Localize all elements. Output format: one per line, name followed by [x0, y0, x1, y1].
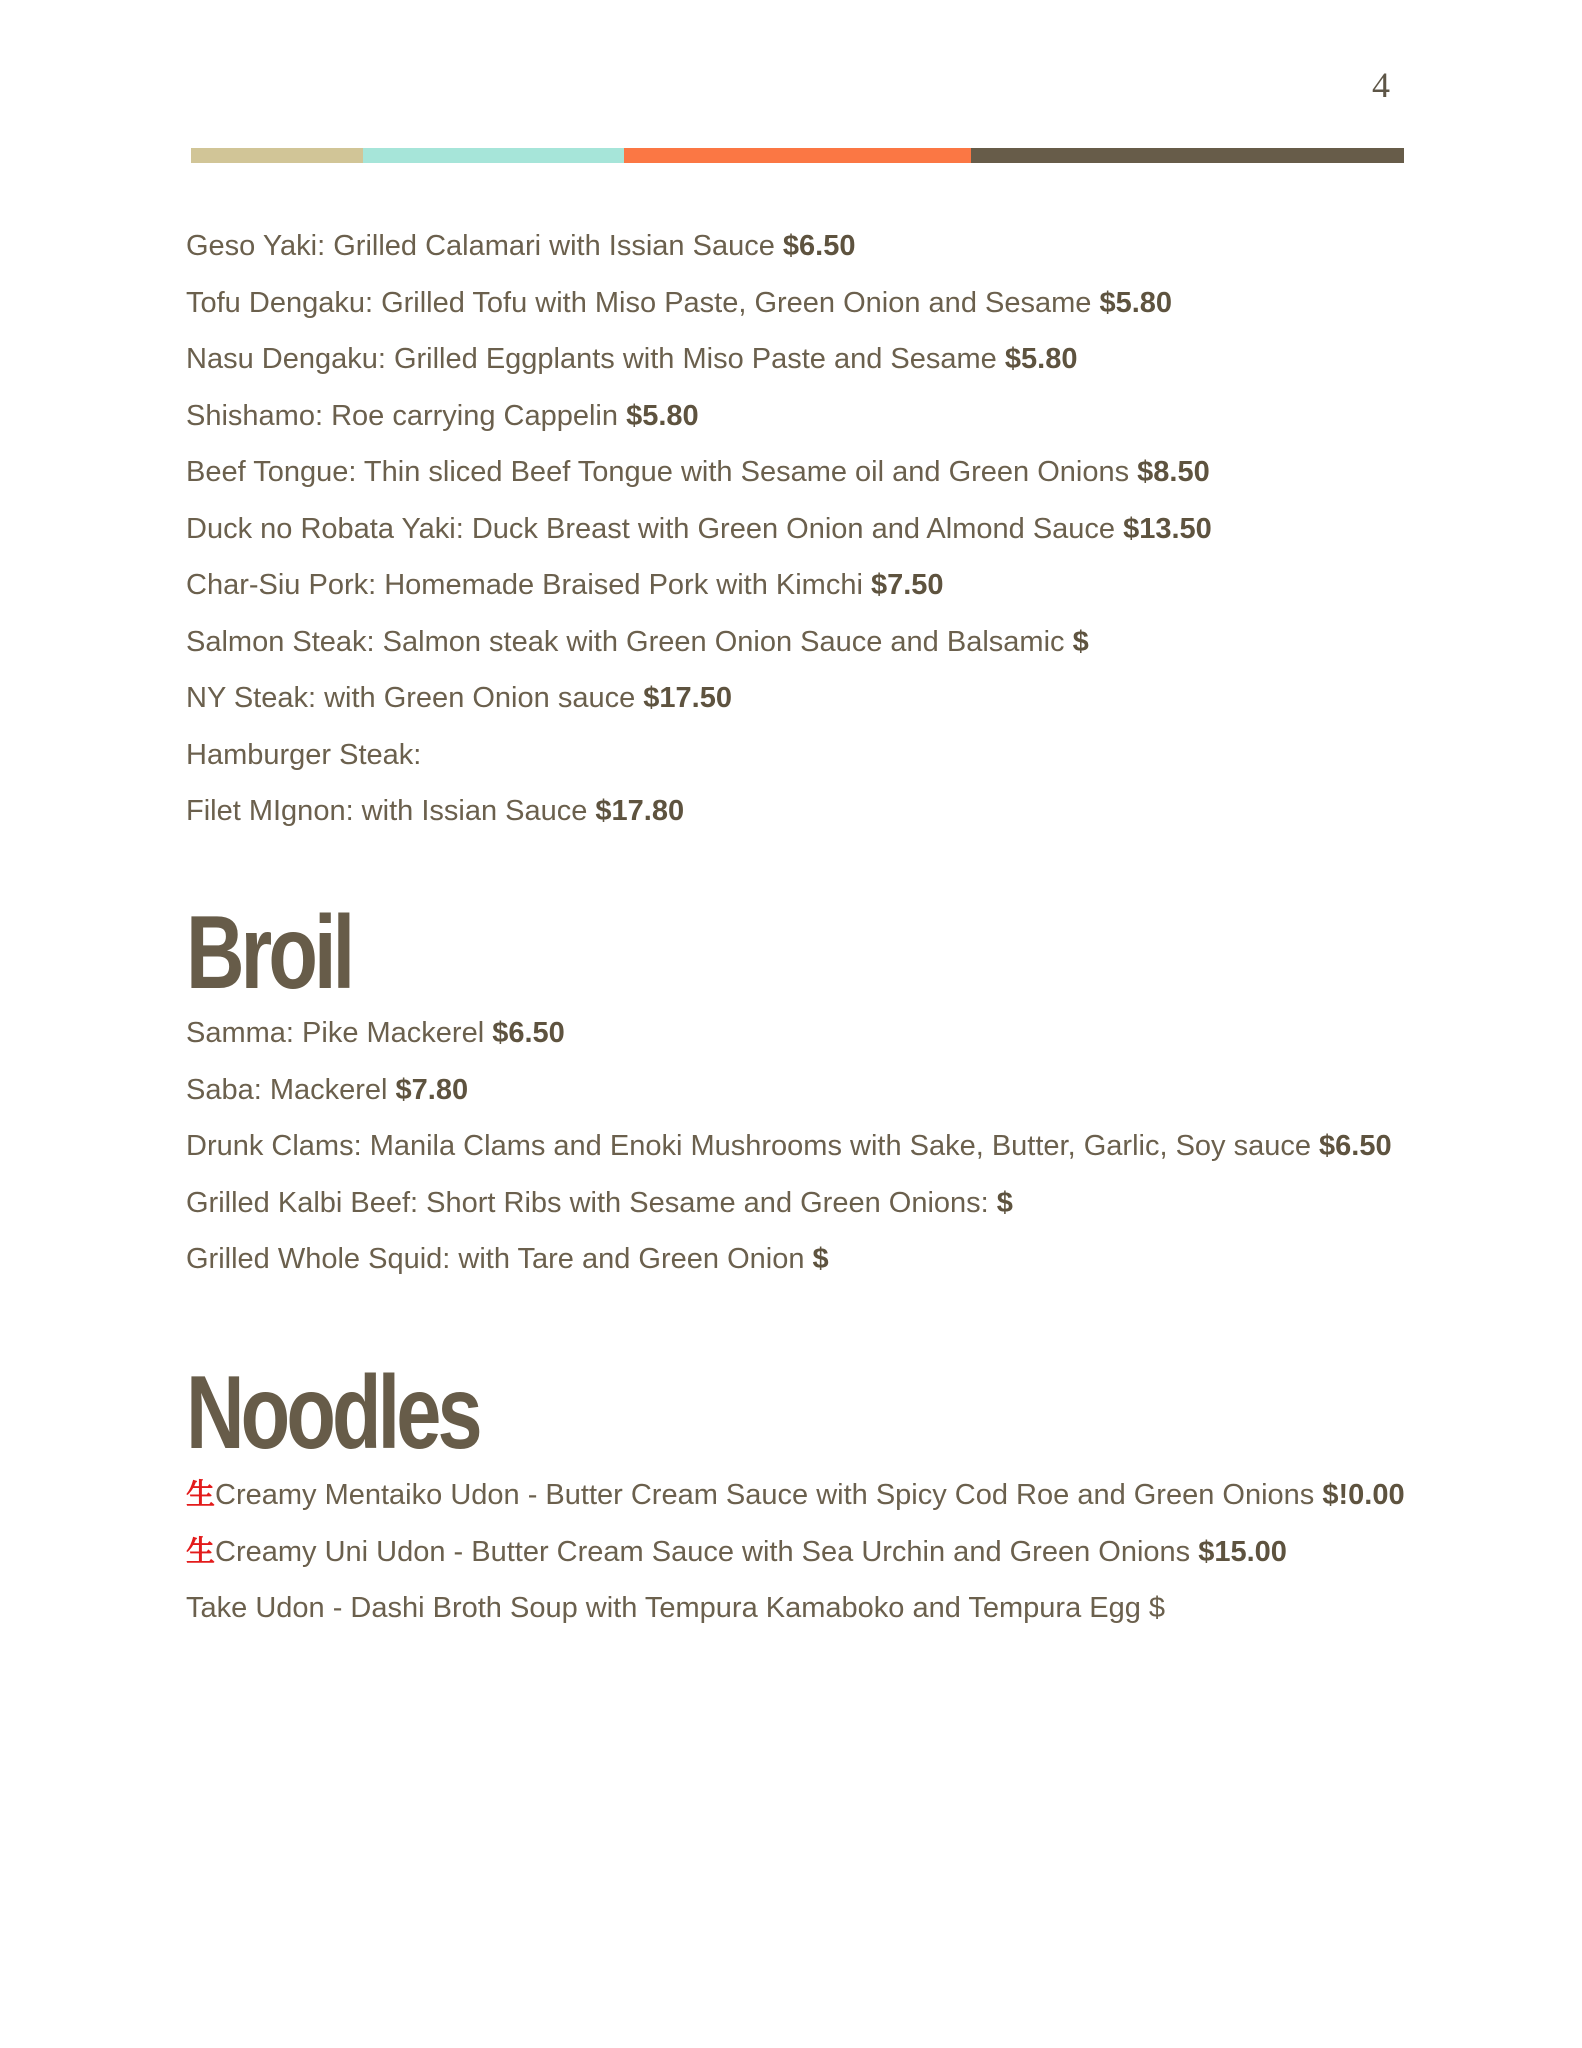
item-name: Char-Siu Pork: Homemade Braised Pork with Kimchi: [186, 569, 871, 601]
menu-item: [186, 1588, 1406, 1628]
item-name: Shishamo: Roe carrying Cappelin: [186, 399, 627, 432]
item-price: $8.50: [1137, 456, 1210, 488]
page-number: 4: [1372, 65, 1390, 105]
item-price: $5.80: [1099, 286, 1173, 319]
noodles-items-list: [186, 1475, 1406, 1628]
color-bar-segment-orange: [624, 148, 971, 163]
item-price: $6.50: [1319, 1130, 1392, 1162]
item-name: Nasu Dengaku: Grilled Eggplants with Miso Paste and Sesame: [186, 343, 1005, 375]
section-title-noodles: Noodles: [186, 1355, 479, 1471]
item-name: Grilled Kalbi Beef: Short Ribs with Sesame and Green Onions:: [186, 1186, 997, 1219]
menu-item: [186, 509, 1406, 549]
item-name: Salmon Steak: Salmon steak with Green Onion Sauce and Balsamic: [186, 625, 1073, 658]
menu-item: [186, 452, 1406, 492]
menu-item: [186, 339, 1406, 379]
item-name: Tofu Dengaku: Grilled Tofu with Miso Paste, Green Onion and Sesame: [186, 286, 1100, 319]
menu-item: [186, 565, 1406, 605]
color-bar-segment-brown: [971, 148, 1404, 163]
menu-item: [186, 1239, 1406, 1279]
item-name: Duck no Robata Yaki: Duck Breast with Green Onion and Almond Sauce: [186, 512, 1124, 545]
item-name: Creamy Uni Udon - Butter Cream Sauce with Sea Urchin and Green Onions: [215, 1535, 1199, 1568]
item-price: $7.50: [870, 569, 944, 601]
item-name: Filet MIgnon: with Issian Sauce: [186, 795, 596, 827]
item-price: $17.80: [595, 795, 685, 827]
item-price: $6.50: [782, 230, 856, 262]
item-name: Grilled Whole Squid: with Tare and Green Onion: [186, 1243, 813, 1275]
menu-item: [186, 678, 1406, 718]
broil-items-list: [186, 1013, 1406, 1279]
item-price: $: [996, 1186, 1013, 1219]
item-price: $7.80: [395, 1073, 469, 1106]
menu-item: [186, 396, 1406, 436]
item-price: $13.50: [1123, 512, 1212, 545]
color-bar-segment-tan: [191, 148, 363, 163]
menu-item: [186, 1532, 1406, 1572]
item-name: Samma: Pike Mackerel: [186, 1017, 493, 1049]
menu-item: [186, 283, 1406, 323]
item-price: $17.50: [643, 682, 732, 714]
grill-items-list: [186, 226, 1406, 831]
item-name: Take Udon - Dashi Broth Soup with Tempura Kamaboko and Tempura Egg $: [186, 1592, 1166, 1624]
menu-item: [186, 1183, 1406, 1223]
item-price: $5.80: [626, 399, 699, 432]
menu-item: [186, 226, 1406, 266]
menu-item: [186, 791, 1406, 831]
menu-item: [186, 1126, 1406, 1166]
menu-item: [186, 1013, 1406, 1053]
item-price: $: [812, 1243, 829, 1275]
item-price: $!0.00: [1322, 1479, 1405, 1511]
color-bar-segment-aqua: [363, 148, 624, 163]
item-name: NY Steak: with Green Onion sauce: [186, 682, 644, 714]
item-name: Saba: Mackerel: [186, 1073, 396, 1106]
item-price: $6.50: [492, 1017, 565, 1049]
item-price: $5.80: [1004, 343, 1078, 375]
raw-mark-icon: 生: [186, 1479, 216, 1511]
section-title-broil: Broil: [186, 895, 352, 1011]
menu-item: [186, 735, 1406, 775]
menu-item: [186, 622, 1406, 662]
menu-item: [186, 1475, 1406, 1515]
item-name: Beef Tongue: Thin sliced Beef Tongue with Sesame oil and Green Onions: [186, 456, 1138, 488]
menu-item: [186, 1070, 1406, 1110]
raw-mark-icon: 生: [186, 1535, 216, 1568]
menu-content: [186, 226, 1406, 1645]
item-price: $15.00: [1198, 1535, 1287, 1568]
item-name: Hamburger Steak:: [186, 738, 422, 771]
item-name: Geso Yaki: Grilled Calamari with Issian Sauce: [186, 230, 783, 262]
item-name: Creamy Mentaiko Udon - Butter Cream Sauce with Spicy Cod Roe and Green Onions: [215, 1479, 1323, 1511]
decorative-color-bar: [191, 148, 1404, 163]
item-price: $: [1072, 625, 1089, 658]
item-name: Drunk Clams: Manila Clams and Enoki Mushrooms with Sake, Butter, Garlic, Soy sauce: [186, 1130, 1320, 1162]
